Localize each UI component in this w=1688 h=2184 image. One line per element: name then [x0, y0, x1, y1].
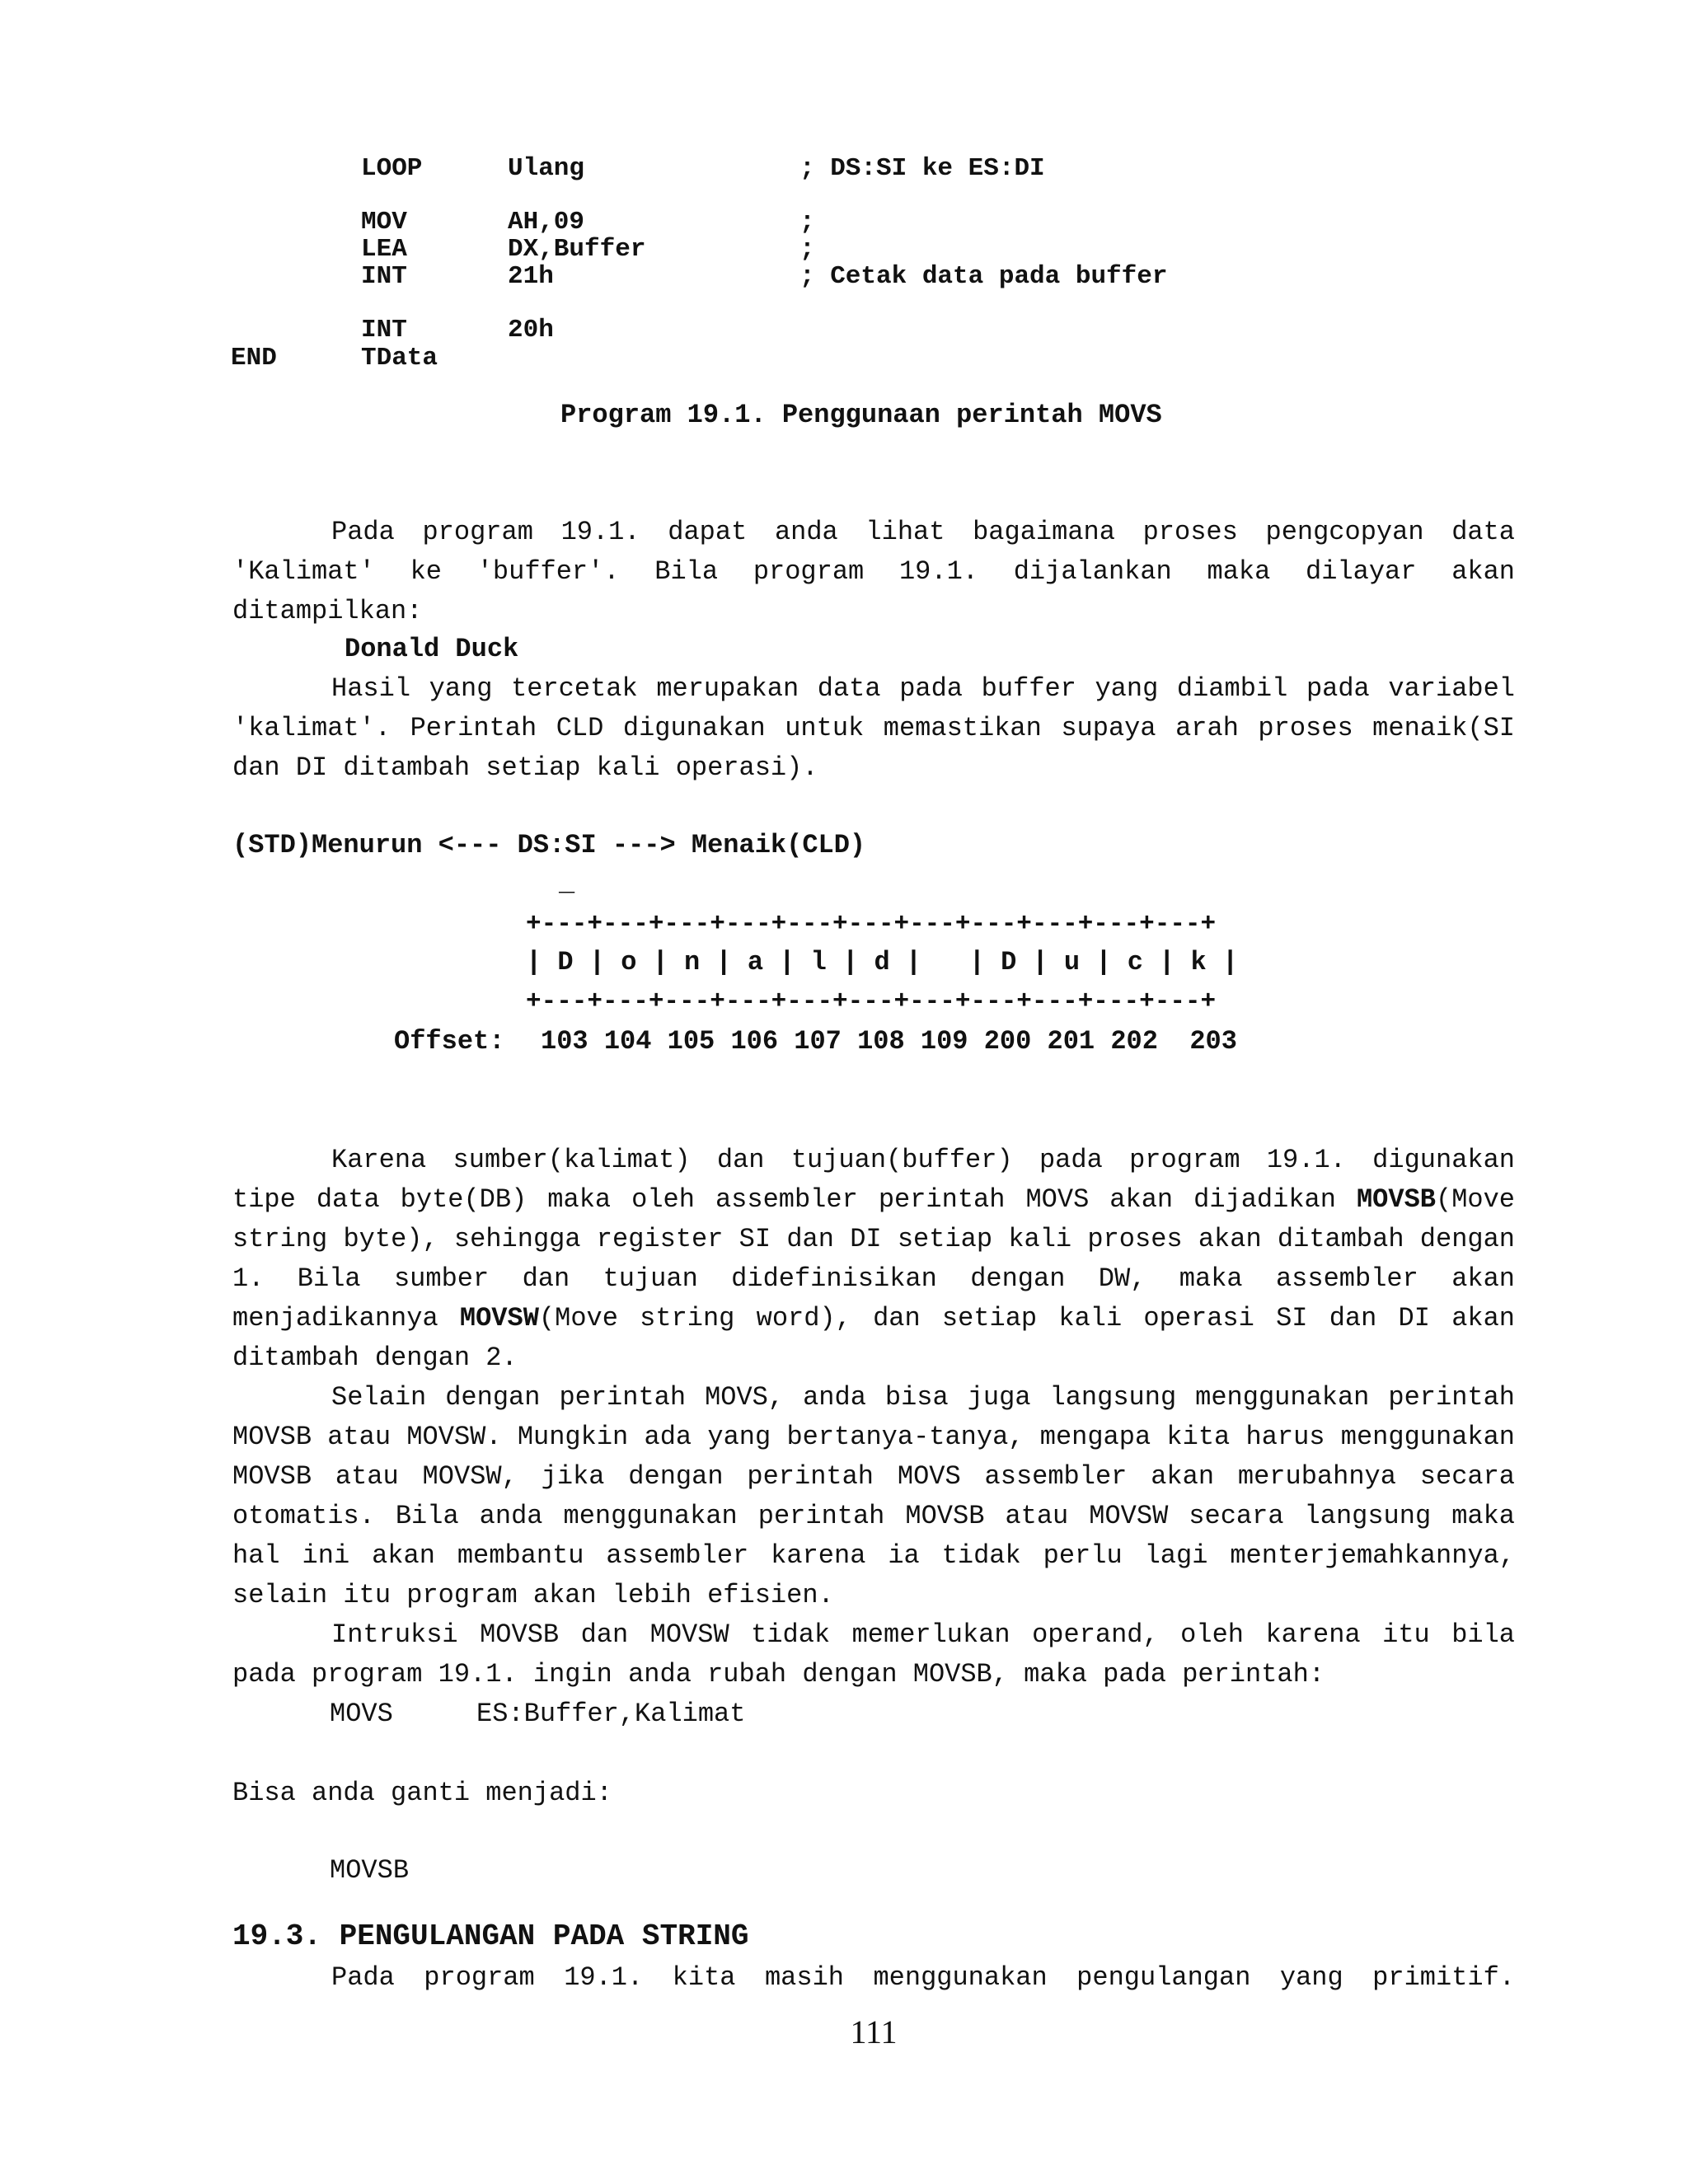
paragraph-text-part: Karena sumber(kalimat) dan tujuan(buffer) pada program 19.1. digunakan tipe data byte(DB) maka oleh assembler perintah MOVS akan dijadikan: [232, 1145, 1515, 1215]
paragraph-1: [232, 513, 1515, 631]
section-heading: 19.3. PENGULANGAN PADA STRING: [232, 1919, 749, 1953]
code-arg: Ulang: [508, 154, 585, 183]
code-line: [0, 209, 1319, 237]
code-comment: ;: [799, 235, 815, 264]
code-line: [0, 236, 1319, 264]
code-op: LOOP: [361, 154, 423, 183]
paragraph-7: [232, 1958, 1515, 1998]
program-caption: Program 19.1. Penggunaan perintah MOVS: [560, 400, 1162, 430]
paragraph-2: [232, 669, 1515, 788]
offset-values: 103 104 105 106 107 108 109 200 201 202 203: [541, 1026, 1237, 1057]
term-movsb: MOVSB: [1356, 1184, 1436, 1215]
paragraph-text: Hasil yang tercetak merupakan data pada buffer yang diambil pada variabel 'kalimat'. Perintah CLD digunakan untuk memastikan supaya arah proses menaik(SI dan DI ditambah setiap kali operasi).: [232, 673, 1515, 783]
paragraph-text: [232, 1141, 1515, 1378]
cursor-mark: _: [559, 868, 575, 898]
paragraph-text: Pada program 19.1. dapat anda lihat bagaimana proses pengcopyan data 'Kalimat' ke 'buffer'. Bila program 19.1. dijalankan maka dilayar akan ditampilkan:: [232, 517, 1515, 626]
code-arg: 21h: [508, 262, 554, 291]
code-op: INT: [361, 316, 407, 344]
code-label: END: [231, 344, 277, 373]
paragraph-text: Intruksi MOVSB dan MOVSW tidak memerlukan operand, oleh karena itu bila pada program 19.1. ingin anda rubah dengan MOVSB, maka pada perintah:: [232, 1619, 1515, 1690]
code-comment: ; Cetak data pada buffer: [799, 262, 1168, 291]
code-example-arg: ES:Buffer,Kalimat: [476, 1699, 746, 1729]
diagram-border-bottom: +---+---+---+---+---+---+---+---+---+---+---+: [526, 987, 1217, 1016]
paragraph-5: [232, 1615, 1515, 1694]
program-output: Donald Duck: [345, 634, 519, 664]
code-arg: DX,Buffer: [508, 235, 646, 264]
offset-label: Offset:: [394, 1026, 505, 1057]
code-line: [0, 344, 1319, 373]
direction-label: (STD)Menurun <--- DS:SI ---> Menaik(CLD): [232, 830, 866, 860]
paragraph-6: Bisa anda ganti menjadi:: [232, 1778, 612, 1808]
code-comment: ; DS:SI ke ES:DI: [799, 154, 1045, 183]
term-movsw: MOVSW: [459, 1303, 539, 1333]
string-cells: | D | o | n | a | l | d | | D | u | c | k |: [526, 947, 1239, 977]
diagram-border-top: +---+---+---+---+---+---+---+---+---+---+---+: [526, 910, 1217, 939]
code-comment: ;: [799, 208, 815, 237]
paragraph-text: Selain dengan perintah MOVS, anda bisa juga langsung menggunakan perintah MOVSB atau MOVSW. Mungkin ada yang bertanya-tanya, mengapa kita harus menggunakan MOVSB atau MOVSW, jika dengan perintah MOVS assembler akan merubahnya secara otomatis. Bila anda menggunakan perintah MOVSB atau MOVSW secara langsung maka hal ini akan membantu assembler karena ia tidak perlu lagi menterjemahkannya, selain itu program akan lebih efisien.: [232, 1382, 1515, 1610]
code-line: [0, 155, 1319, 183]
code-op: MOV: [361, 208, 407, 237]
code-line: [0, 316, 1319, 344]
code-arg: AH,09: [508, 208, 585, 237]
paragraph-text: Pada program 19.1. kita masih menggunakan pengulangan yang primitif.: [331, 1962, 1515, 1993]
code-example-op: MOVS: [330, 1699, 393, 1729]
paragraph-4: [232, 1378, 1515, 1615]
code-line: [0, 263, 1319, 291]
page-number: 111: [850, 2013, 898, 2050]
paragraph-text-part: (Move string byte), sehingga register SI dan DI setiap kali proses akan ditambah dengan 1. Bila sumber dan tujuan didefinisikan dengan DW, maka assembler akan menjadikannya: [232, 1184, 1515, 1333]
paragraph-text-part: (Move string word), dan setiap kali operasi SI dan DI akan ditambah dengan 2.: [232, 1303, 1516, 1373]
code-op: TData: [361, 344, 438, 373]
code-op: LEA: [361, 235, 407, 264]
code-example-2: MOVSB: [330, 1855, 410, 1886]
paragraph-3: [232, 1141, 1515, 1378]
code-op: INT: [361, 262, 407, 291]
code-arg: 20h: [508, 316, 554, 344]
